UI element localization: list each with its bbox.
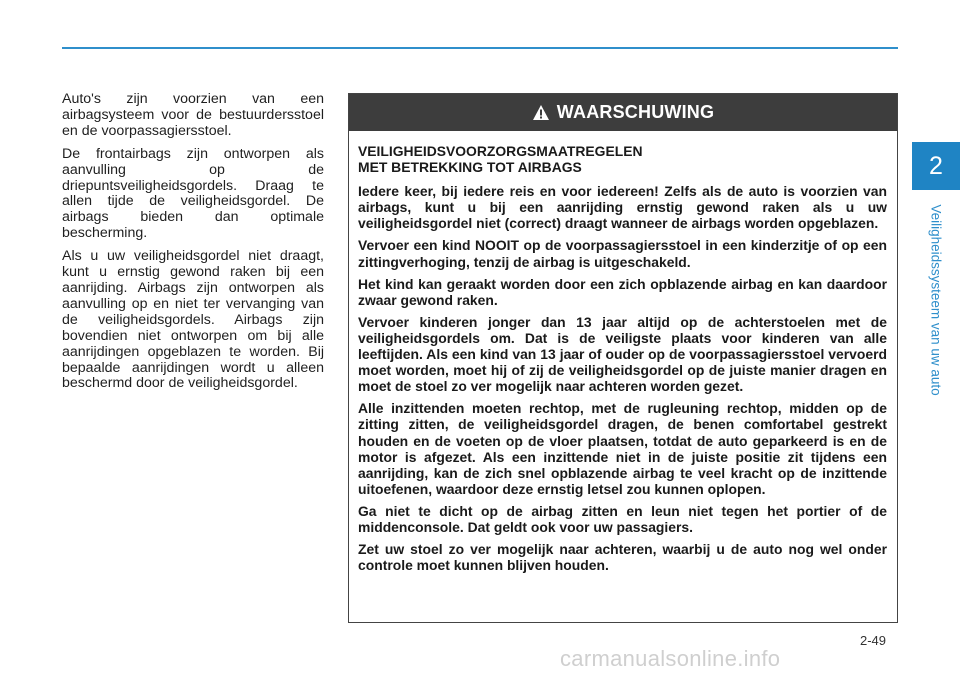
warning-paragraph: Vervoer kinderen jonger dan 13 jaar altijd op de achterstoelen met de veiligheidsgordels om. Dat is de veiligste plaats voor kinderen van alle leeftijden. Als een kind van 13 jaar of ouder op de voorpassagiersstoel vervoerd moet worden, moet hij of zij de veiligheidsgordel op de juiste manier dragen en moet de stoel zo ver mogelijk naar achteren worden gezet. <box>358 313 887 395</box>
warning-paragraph: Alle inzittenden moeten rechtop, met de rugleuning rechtop, midden op de zitting zitten, de veiligheidsgordel dragen, de benen comfortabel gestrekt houden en de voeten op de vloer plaatsen, totdat de auto geparkeerd is en de motor is afgezet. Als een inzittende niet in de juiste positie zit tijdens een aanrijding, kan de zich snel opblazende airbag te veel kracht op de inzittende uitoefenen, waardoor deze ernstig letsel zou kunnen oplopen. <box>358 400 887 497</box>
warning-heading: WAARSCHUWING <box>556 102 715 122</box>
intro-paragraph: Als u uw veiligheidsgordel niet draagt, kunt u ernstig gewond raken bij een aanrijding. Airbags zijn ontworpen als aanvulling op en niet ter vervanging van de veiligheidsgordels. Airbags zijn bovendien niet ontworpen om bij alle aanrijdingen opgeblazen te worden. Bij bepaalde aanrijdingen wordt u alleen beschermd door de veiligheidsgordel. <box>62 248 324 392</box>
warning-paragraph: Ga niet te dicht op de airbag zitten en leun niet tegen het portier of de middenconsole. Dat geldt ook voor uw passagiers. <box>358 502 887 535</box>
warning-paragraph: Iedere keer, bij iedere reis en voor iedereen! Zelfs als de auto is voorzien van airbags, kunt u bij een aanrijding ernstig gewond raken als u uw veiligheidsgordel niet (correct) draagt wanneer de airbags worden opgeblazen. <box>358 183 887 232</box>
chapter-tab <box>912 142 960 190</box>
warning-paragraph: Het kind kan geraakt worden door een zich opblazende airbag en kan daardoor zwaar gewond raken. <box>358 275 887 308</box>
intro-paragraph: Auto's zijn voorzien van een airbagsysteem voor de bestuurdersstoel en de voorpassagiersstoel. <box>62 91 324 139</box>
warning-title <box>358 143 887 175</box>
page-number: 2-49 <box>860 633 887 648</box>
warning-header <box>349 94 897 131</box>
warning-paragraph: Zet uw stoel zo ver mogelijk naar achteren, waarbij u de auto nog wel onder controle moet kunnen blijven houden. <box>358 541 887 574</box>
warning-paragraph: Vervoer een kind NOOIT op de voorpassagiersstoel in een kinderzitje of op een zittingverhoging, tenzij de airbag is uitgeschakeld. <box>358 237 887 270</box>
intro-paragraph: De frontairbags zijn ontworpen als aanvulling op de driepuntsveiligheidsgordels. Draag te allen tijde de veiligheidsgordel. De airbags bieden dan optimale bescherming. <box>62 145 324 242</box>
watermark: carmanualsonline.info <box>560 646 781 671</box>
warning-body <box>349 131 897 573</box>
warning-box <box>348 93 898 623</box>
chapter-number: 2 <box>929 151 943 180</box>
warning-triangle-icon <box>532 104 550 121</box>
warning-title-line: MET BETREKKING TOT AIRBAGS <box>358 159 582 176</box>
chapter-title-vertical: Veiligheidssysteem van uw auto <box>928 204 944 396</box>
top-rule <box>62 47 898 49</box>
intro-text-column <box>62 92 324 399</box>
warning-title-line: VEILIGHEIDSVOORZORGSMAATREGELEN <box>358 143 643 159</box>
